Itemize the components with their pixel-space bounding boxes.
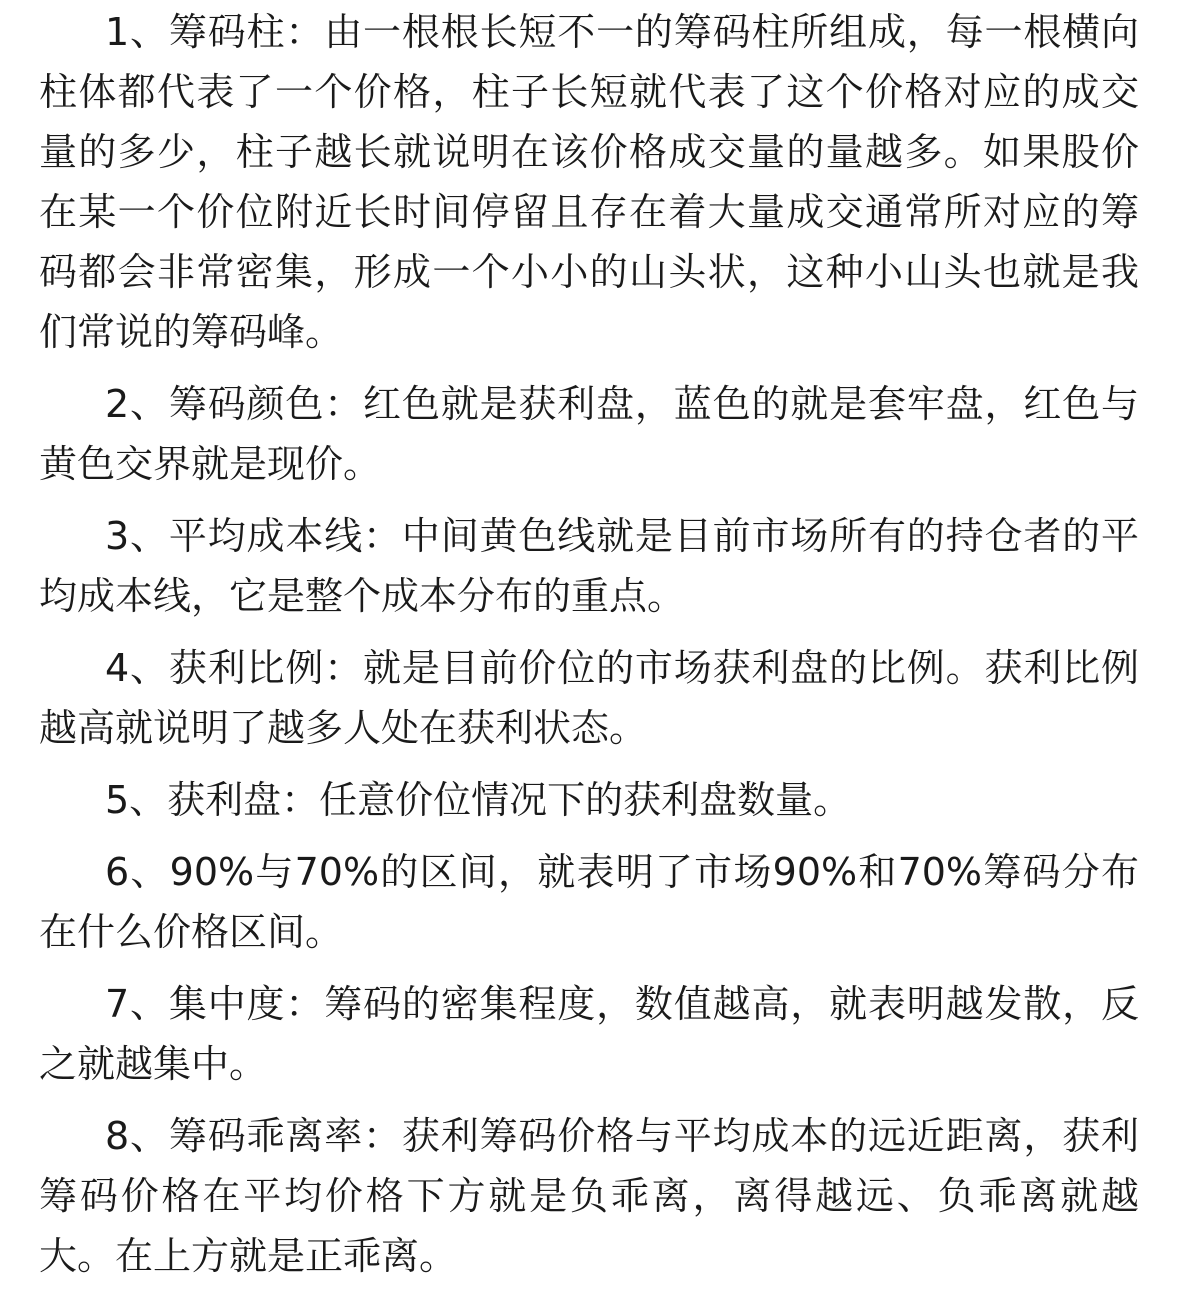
paragraph-chip-deviation-rate: 8、筹码乖离率：获利筹码价格与平均成本的远近距离，获利筹码价格在平均价格下方就是负乖离，离得越远、负乖离就越大。在上方就是正乖离。	[39, 1114, 1139, 1278]
paragraph-profit-chips: 5、获利盘：任意价位情况下的获利盘数量。	[105, 778, 852, 822]
paragraph-chip-bar: 1、筹码柱：由一根根长短不一的筹码柱所组成，每一根横向柱体都代表了一个价格，柱子长短就代表了这个价格对应的成交量的多少，柱子越长就说明在该价格成交量的量越多。如果股价在某一个价位附近长时间停留且存在着大量成交通常所对应的筹码都会非常密集，形成一个小小的山头状，这种小山头也就是我们常说的筹码峰。	[39, 10, 1139, 354]
paragraph-90-70-range: 6、90%与70%的区间，就表明了市场90%和70%筹码分布在什么价格区间。	[39, 850, 1139, 954]
paragraph-profit-ratio: 4、获利比例：就是目前价位的市场获利盘的比例。获利比例越高就说明了越多人处在获利状态。	[39, 646, 1139, 750]
paragraph-concentration: 7、集中度：筹码的密集程度，数值越高，就表明越发散，反之就越集中。	[39, 982, 1139, 1086]
paragraph-average-cost-line: 3、平均成本线：中间黄色线就是目前市场所有的持仓者的平均成本线，它是整个成本分布的重点。	[39, 514, 1139, 618]
paragraph-chip-color: 2、筹码颜色：红色就是获利盘，蓝色的就是套牢盘，红色与黄色交界就是现价。	[39, 382, 1139, 486]
article-body	[39, 2, 1139, 1298]
